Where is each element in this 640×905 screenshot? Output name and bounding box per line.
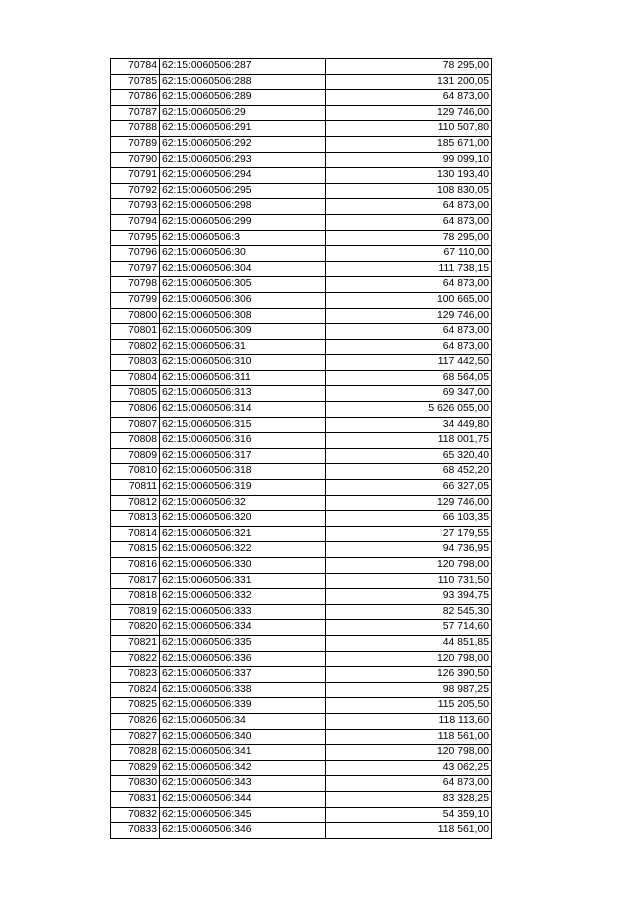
table-row	[111, 183, 492, 199]
row-number-cell: 70820	[111, 620, 160, 636]
table-row	[111, 823, 492, 839]
value-cell: 126 390,50	[326, 667, 492, 683]
value-cell: 43 062,25	[326, 760, 492, 776]
table-row	[111, 370, 492, 386]
value-cell: 131 200,05	[326, 74, 492, 90]
table-row	[111, 74, 492, 90]
cadastral-number-cell: 62:15:0060506:308	[160, 308, 326, 324]
table-row	[111, 682, 492, 698]
row-number-cell: 70800	[111, 308, 160, 324]
row-number-cell: 70794	[111, 214, 160, 230]
table-row	[111, 417, 492, 433]
cadastral-number-cell: 62:15:0060506:337	[160, 667, 326, 683]
cadastral-number-cell: 62:15:0060506:322	[160, 542, 326, 558]
row-number-cell: 70823	[111, 667, 160, 683]
table-row	[111, 152, 492, 168]
table-row	[111, 214, 492, 230]
cadastral-number-cell: 62:15:0060506:287	[160, 59, 326, 75]
cadastral-number-cell: 62:15:0060506:335	[160, 635, 326, 651]
row-number-cell: 70830	[111, 776, 160, 792]
row-number-cell: 70784	[111, 59, 160, 75]
row-number-cell: 70809	[111, 448, 160, 464]
cadastral-number-cell: 62:15:0060506:345	[160, 807, 326, 823]
value-cell: 34 449,80	[326, 417, 492, 433]
cadastral-number-cell: 62:15:0060506:334	[160, 620, 326, 636]
value-cell: 129 746,00	[326, 308, 492, 324]
cadastral-number-cell: 62:15:0060506:291	[160, 121, 326, 137]
value-cell: 120 798,00	[326, 558, 492, 574]
table-row	[111, 292, 492, 308]
value-cell: 98 987,25	[326, 682, 492, 698]
cadastral-number-cell: 62:15:0060506:316	[160, 433, 326, 449]
cadastral-number-cell: 62:15:0060506:293	[160, 152, 326, 168]
cadastral-number-cell: 62:15:0060506:338	[160, 682, 326, 698]
cadastral-number-cell: 62:15:0060506:305	[160, 277, 326, 293]
row-number-cell: 70787	[111, 105, 160, 121]
value-cell: 110 731,50	[326, 573, 492, 589]
row-number-cell: 70808	[111, 433, 160, 449]
table-row	[111, 324, 492, 340]
value-cell: 118 561,00	[326, 729, 492, 745]
cadastral-number-cell: 62:15:0060506:314	[160, 402, 326, 418]
table-row	[111, 573, 492, 589]
table-row	[111, 277, 492, 293]
value-cell: 118 561,00	[326, 823, 492, 839]
cadastral-number-cell: 62:15:0060506:34	[160, 713, 326, 729]
row-number-cell: 70805	[111, 386, 160, 402]
table-row	[111, 59, 492, 75]
cadastral-number-cell: 62:15:0060506:330	[160, 558, 326, 574]
value-cell: 99 099,10	[326, 152, 492, 168]
cadastral-number-cell: 62:15:0060506:295	[160, 183, 326, 199]
table-row	[111, 308, 492, 324]
row-number-cell: 70815	[111, 542, 160, 558]
cadastral-number-cell: 62:15:0060506:289	[160, 90, 326, 106]
row-number-cell: 70803	[111, 355, 160, 371]
row-number-cell: 70793	[111, 199, 160, 215]
cadastral-number-cell: 62:15:0060506:318	[160, 464, 326, 480]
value-cell: 108 830,05	[326, 183, 492, 199]
table-row	[111, 713, 492, 729]
table-row	[111, 776, 492, 792]
cadastral-number-cell: 62:15:0060506:320	[160, 511, 326, 527]
row-number-cell: 70826	[111, 713, 160, 729]
table-row	[111, 448, 492, 464]
table-row	[111, 698, 492, 714]
row-number-cell: 70818	[111, 589, 160, 605]
row-number-cell: 70790	[111, 152, 160, 168]
row-number-cell: 70822	[111, 651, 160, 667]
cadastral-number-cell: 62:15:0060506:321	[160, 526, 326, 542]
value-cell: 100 665,00	[326, 292, 492, 308]
row-number-cell: 70792	[111, 183, 160, 199]
row-number-cell: 70827	[111, 729, 160, 745]
value-cell: 66 327,05	[326, 480, 492, 496]
value-cell: 27 179,55	[326, 526, 492, 542]
cadastral-number-cell: 62:15:0060506:343	[160, 776, 326, 792]
cadastral-number-cell: 62:15:0060506:294	[160, 168, 326, 184]
cadastral-number-cell: 62:15:0060506:315	[160, 417, 326, 433]
table-row	[111, 90, 492, 106]
table-row	[111, 589, 492, 605]
table-row	[111, 542, 492, 558]
table-row	[111, 355, 492, 371]
cadastral-number-cell: 62:15:0060506:299	[160, 214, 326, 230]
value-cell: 68 452,20	[326, 464, 492, 480]
row-number-cell: 70817	[111, 573, 160, 589]
cadastral-number-cell: 62:15:0060506:306	[160, 292, 326, 308]
row-number-cell: 70824	[111, 682, 160, 698]
table-row	[111, 526, 492, 542]
row-number-cell: 70802	[111, 339, 160, 355]
cadastral-number-cell: 62:15:0060506:336	[160, 651, 326, 667]
table-row	[111, 402, 492, 418]
row-number-cell: 70816	[111, 558, 160, 574]
table-row	[111, 635, 492, 651]
value-cell: 68 564,05	[326, 370, 492, 386]
value-cell: 57 714,60	[326, 620, 492, 636]
cadastral-number-cell: 62:15:0060506:346	[160, 823, 326, 839]
table-row	[111, 261, 492, 277]
table-row	[111, 807, 492, 823]
value-cell: 64 873,00	[326, 324, 492, 340]
value-cell: 120 798,00	[326, 745, 492, 761]
row-number-cell: 70814	[111, 526, 160, 542]
cadastral-number-cell: 62:15:0060506:319	[160, 480, 326, 496]
cadastral-number-cell: 62:15:0060506:288	[160, 74, 326, 90]
cadastral-number-cell: 62:15:0060506:333	[160, 604, 326, 620]
value-cell: 65 320,40	[326, 448, 492, 464]
value-cell: 67 110,00	[326, 246, 492, 262]
value-cell: 111 738,15	[326, 261, 492, 277]
cadastral-number-cell: 62:15:0060506:32	[160, 495, 326, 511]
value-cell: 66 103,35	[326, 511, 492, 527]
table-row	[111, 386, 492, 402]
value-cell: 64 873,00	[326, 90, 492, 106]
row-number-cell: 70786	[111, 90, 160, 106]
table-row	[111, 121, 492, 137]
row-number-cell: 70804	[111, 370, 160, 386]
value-cell: 44 851,85	[326, 635, 492, 651]
value-cell: 129 746,00	[326, 105, 492, 121]
row-number-cell: 70821	[111, 635, 160, 651]
row-number-cell: 70825	[111, 698, 160, 714]
value-cell: 54 359,10	[326, 807, 492, 823]
table-row	[111, 745, 492, 761]
row-number-cell: 70819	[111, 604, 160, 620]
row-number-cell: 70796	[111, 246, 160, 262]
table-row	[111, 464, 492, 480]
cadastral-number-cell: 62:15:0060506:341	[160, 745, 326, 761]
cadastral-number-cell: 62:15:0060506:304	[160, 261, 326, 277]
row-number-cell: 70799	[111, 292, 160, 308]
value-cell: 82 545,30	[326, 604, 492, 620]
cadastral-number-cell: 62:15:0060506:332	[160, 589, 326, 605]
value-cell: 64 873,00	[326, 339, 492, 355]
row-number-cell: 70812	[111, 495, 160, 511]
value-cell: 69 347,00	[326, 386, 492, 402]
value-cell: 78 295,00	[326, 59, 492, 75]
table-row	[111, 667, 492, 683]
table-row	[111, 480, 492, 496]
value-cell: 83 328,25	[326, 791, 492, 807]
cadastral-number-cell: 62:15:0060506:298	[160, 199, 326, 215]
row-number-cell: 70785	[111, 74, 160, 90]
value-cell: 94 736,95	[326, 542, 492, 558]
value-cell: 120 798,00	[326, 651, 492, 667]
table-row	[111, 246, 492, 262]
table-row	[111, 339, 492, 355]
cadastral-value-table	[110, 58, 492, 839]
value-cell: 64 873,00	[326, 277, 492, 293]
table-row	[111, 230, 492, 246]
table-row	[111, 136, 492, 152]
table-row	[111, 558, 492, 574]
row-number-cell: 70813	[111, 511, 160, 527]
value-cell: 5 626 055,00	[326, 402, 492, 418]
row-number-cell: 70810	[111, 464, 160, 480]
row-number-cell: 70811	[111, 480, 160, 496]
cadastral-number-cell: 62:15:0060506:317	[160, 448, 326, 464]
cadastral-number-cell: 62:15:0060506:309	[160, 324, 326, 340]
cadastral-number-cell: 62:15:0060506:311	[160, 370, 326, 386]
cadastral-number-cell: 62:15:0060506:339	[160, 698, 326, 714]
table-row	[111, 791, 492, 807]
table-row	[111, 199, 492, 215]
cadastral-number-cell: 62:15:0060506:31	[160, 339, 326, 355]
value-cell: 64 873,00	[326, 776, 492, 792]
table-row	[111, 168, 492, 184]
cadastral-number-cell: 62:15:0060506:342	[160, 760, 326, 776]
row-number-cell: 70806	[111, 402, 160, 418]
table-row	[111, 620, 492, 636]
value-cell: 64 873,00	[326, 214, 492, 230]
row-number-cell: 70832	[111, 807, 160, 823]
value-cell: 115 205,50	[326, 698, 492, 714]
cadastral-number-cell: 62:15:0060506:310	[160, 355, 326, 371]
value-cell: 130 193,40	[326, 168, 492, 184]
row-number-cell: 70798	[111, 277, 160, 293]
table-body	[111, 59, 492, 839]
row-number-cell: 70795	[111, 230, 160, 246]
row-number-cell: 70789	[111, 136, 160, 152]
value-cell: 118 001,75	[326, 433, 492, 449]
table-row	[111, 604, 492, 620]
cadastral-number-cell: 62:15:0060506:292	[160, 136, 326, 152]
table-row	[111, 760, 492, 776]
table-row	[111, 729, 492, 745]
table-row	[111, 433, 492, 449]
cadastral-number-cell: 62:15:0060506:313	[160, 386, 326, 402]
cadastral-number-cell: 62:15:0060506:29	[160, 105, 326, 121]
value-cell: 78 295,00	[326, 230, 492, 246]
cadastral-number-cell: 62:15:0060506:344	[160, 791, 326, 807]
table-row	[111, 651, 492, 667]
cadastral-number-cell: 62:15:0060506:3	[160, 230, 326, 246]
row-number-cell: 70829	[111, 760, 160, 776]
row-number-cell: 70791	[111, 168, 160, 184]
value-cell: 110 507,80	[326, 121, 492, 137]
row-number-cell: 70788	[111, 121, 160, 137]
table-row	[111, 511, 492, 527]
value-cell: 129 746,00	[326, 495, 492, 511]
value-cell: 117 442,50	[326, 355, 492, 371]
value-cell: 118 113,60	[326, 713, 492, 729]
row-number-cell: 70831	[111, 791, 160, 807]
table-row	[111, 105, 492, 121]
row-number-cell: 70797	[111, 261, 160, 277]
row-number-cell: 70801	[111, 324, 160, 340]
cadastral-number-cell: 62:15:0060506:340	[160, 729, 326, 745]
row-number-cell: 70807	[111, 417, 160, 433]
cadastral-number-cell: 62:15:0060506:331	[160, 573, 326, 589]
row-number-cell: 70833	[111, 823, 160, 839]
value-cell: 64 873,00	[326, 199, 492, 215]
cadastral-number-cell: 62:15:0060506:30	[160, 246, 326, 262]
row-number-cell: 70828	[111, 745, 160, 761]
value-cell: 93 394,75	[326, 589, 492, 605]
table-row	[111, 495, 492, 511]
value-cell: 185 671,00	[326, 136, 492, 152]
